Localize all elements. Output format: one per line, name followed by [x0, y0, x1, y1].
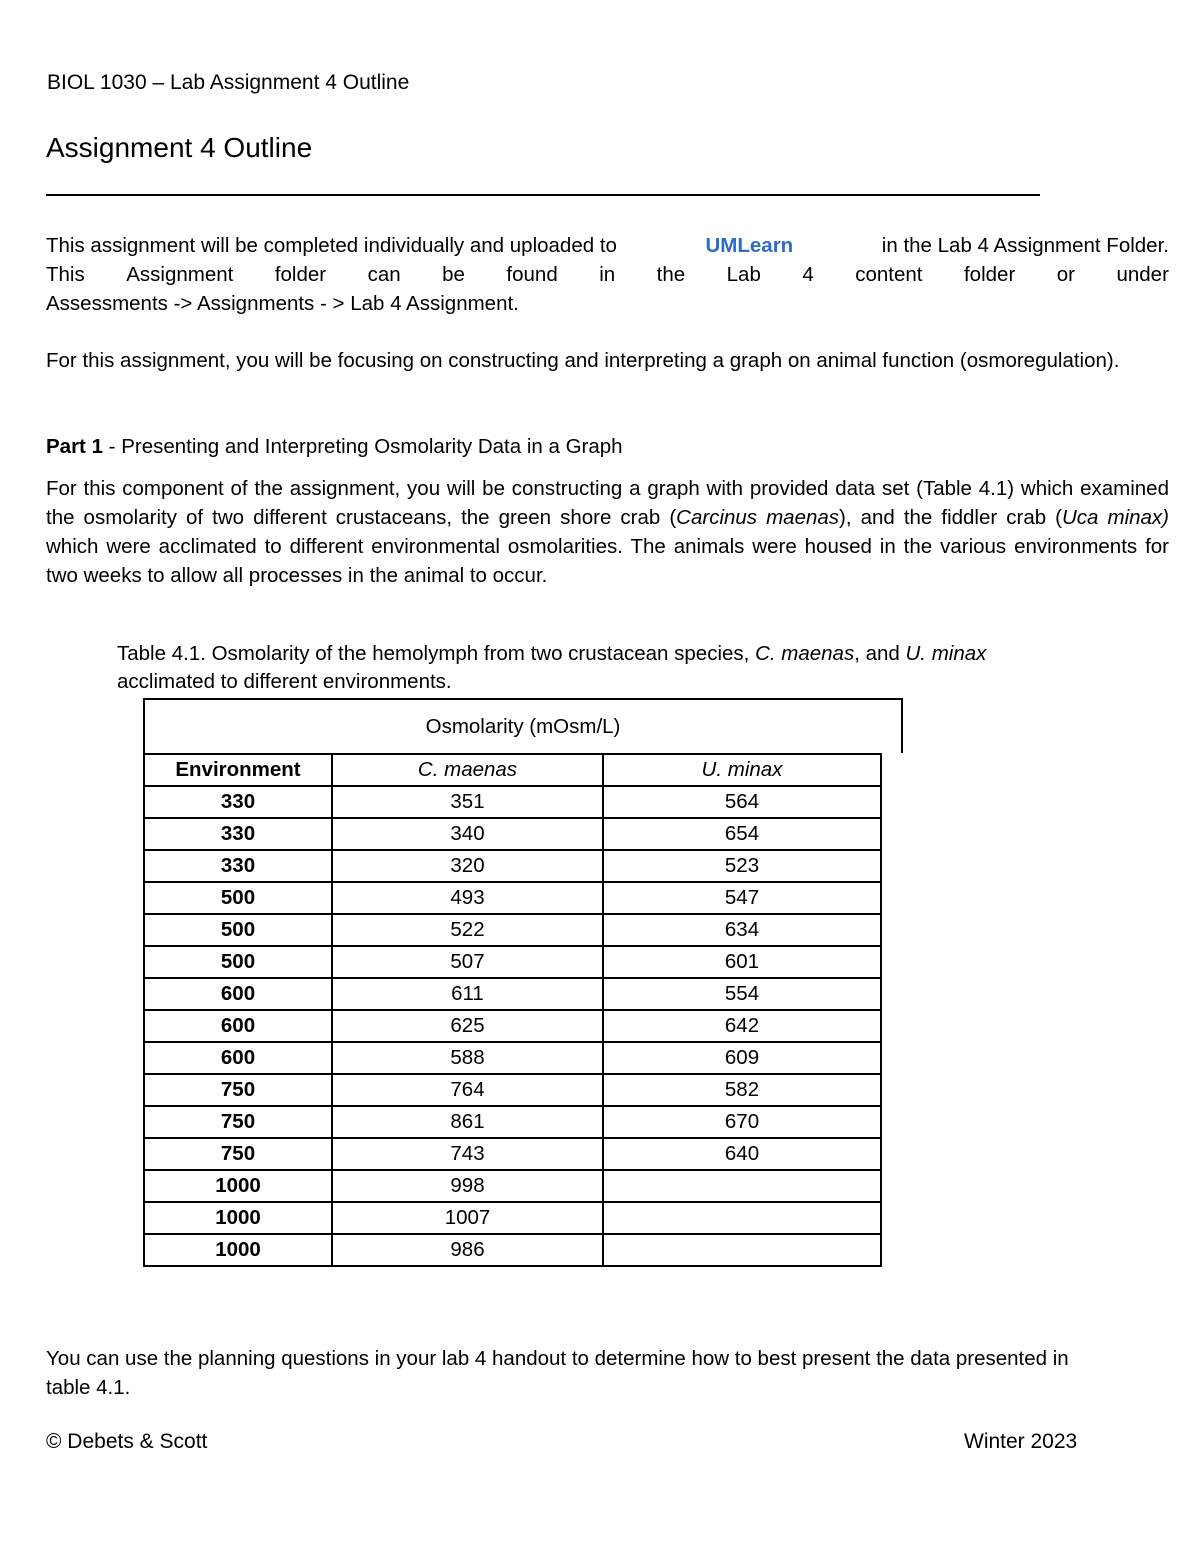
environment-cell: 600	[144, 1042, 332, 1074]
table-row	[144, 914, 881, 946]
c-maenas-cell: 351	[332, 786, 603, 818]
osmolarity-group-header: Osmolarity (mOsm/L)	[143, 698, 903, 753]
table-body	[144, 786, 881, 1266]
part1-heading-text: - Presenting and Interpreting Osmolarity Data in a Graph	[102, 435, 623, 458]
c-maenas-cell: 998	[332, 1170, 603, 1202]
table-row	[144, 818, 881, 850]
closing-paragraph: You can use the planning questions in your lab 4 handout to determine how to best present the data presented in table 4.1.	[46, 1347, 1069, 1399]
part1-text-a: For this component of the assignment, you will be constructing a graph with provided data set (Table 4.1) which examined the osmolarity of two different crustaceans, the green shore crab (	[46, 477, 1169, 529]
intro-line-2-word: can	[367, 263, 401, 286]
c-maenas-cell: 588	[332, 1042, 603, 1074]
intro-line-2-word: Lab	[726, 263, 761, 286]
umlearn-link[interactable]: UMLearn	[705, 234, 794, 257]
c-maenas-cell: 320	[332, 850, 603, 882]
osmolarity-table	[143, 753, 882, 1267]
environment-cell: 600	[144, 1010, 332, 1042]
footer-term: Winter 2023	[964, 1430, 1078, 1453]
environment-cell: 330	[144, 786, 332, 818]
c-maenas-cell: 507	[332, 946, 603, 978]
c-maenas-cell: 743	[332, 1138, 603, 1170]
intro-line-2-word: found	[506, 263, 558, 286]
u-minax-cell	[603, 1170, 881, 1202]
c-maenas-cell: 611	[332, 978, 603, 1010]
part1-label: Part 1	[46, 435, 103, 458]
table-row	[144, 882, 881, 914]
environment-cell: 750	[144, 1074, 332, 1106]
u-minax-cell: 523	[603, 850, 881, 882]
intro-line-2-word: the	[656, 263, 686, 286]
c-maenas-cell: 986	[332, 1234, 603, 1266]
part1-text-b: ), and the fiddler crab (	[839, 506, 1062, 529]
species-uca: Uca minax)	[1062, 506, 1170, 529]
intro-line-2-word: folder	[274, 263, 327, 286]
caption-text-b: , and	[854, 642, 906, 665]
environment-cell: 500	[144, 882, 332, 914]
intro-line-2-word: content	[855, 263, 923, 286]
intro-text-start: This assignment will be completed individually and uploaded to	[46, 234, 617, 257]
intro-line-2-word: be	[442, 263, 465, 286]
intro-paragraph	[46, 231, 1169, 318]
intro-line-2-word: Assignment	[126, 263, 234, 286]
table-row	[144, 1074, 881, 1106]
environment-cell: 750	[144, 1106, 332, 1138]
c-maenas-cell: 340	[332, 818, 603, 850]
caption-text-c: acclimated to different environments.	[117, 670, 452, 693]
title-divider	[46, 194, 1040, 196]
table-row	[144, 946, 881, 978]
c-maenas-cell: 861	[332, 1106, 603, 1138]
u-minax-cell: 654	[603, 818, 881, 850]
u-minax-cell: 601	[603, 946, 881, 978]
environment-cell: 1000	[144, 1170, 332, 1202]
intro-line-2-word: under	[1116, 263, 1169, 286]
u-minax-cell	[603, 1234, 881, 1266]
u-minax-cell: 547	[603, 882, 881, 914]
environment-cell: 600	[144, 978, 332, 1010]
table-row	[144, 850, 881, 882]
table-row	[144, 978, 881, 1010]
intro-line-3: Assessments -> Assignments - > Lab 4 Assignment.	[46, 292, 519, 315]
intro-text-end: in the Lab 4 Assignment Folder.	[881, 234, 1169, 257]
u-minax-cell: 642	[603, 1010, 881, 1042]
u-minax-cell: 670	[603, 1106, 881, 1138]
environment-cell: 330	[144, 850, 332, 882]
caption-species-2: U. minax	[905, 642, 987, 665]
u-minax-cell: 634	[603, 914, 881, 946]
part1-heading	[46, 432, 1169, 461]
column-header-environment: Environment	[144, 754, 332, 786]
intro-line-2	[46, 260, 1169, 289]
table-row	[144, 1202, 881, 1234]
u-minax-cell: 564	[603, 786, 881, 818]
environment-cell: 1000	[144, 1234, 332, 1266]
environment-cell: 500	[144, 946, 332, 978]
column-header-c-maenas: C. maenas	[332, 754, 603, 786]
intro-line-2-word: or	[1056, 263, 1075, 286]
table-row	[144, 1234, 881, 1266]
intro-line-2-word: folder	[963, 263, 1016, 286]
table-row	[144, 786, 881, 818]
u-minax-cell: 554	[603, 978, 881, 1010]
column-header-u-minax: U. minax	[603, 754, 881, 786]
table-caption	[117, 640, 986, 696]
environment-cell: 750	[144, 1138, 332, 1170]
environment-cell: 500	[144, 914, 332, 946]
intro-line-1	[46, 231, 1169, 260]
table-row	[144, 1042, 881, 1074]
u-minax-cell: 640	[603, 1138, 881, 1170]
u-minax-cell	[603, 1202, 881, 1234]
table-row	[144, 1010, 881, 1042]
environment-cell: 1000	[144, 1202, 332, 1234]
table-row	[144, 1170, 881, 1202]
intro-line-2-word: This	[46, 263, 85, 286]
environment-cell: 330	[144, 818, 332, 850]
intro-line-2-word: in	[599, 263, 616, 286]
c-maenas-cell: 625	[332, 1010, 603, 1042]
document-header: BIOL 1030 – Lab Assignment 4 Outline	[47, 71, 410, 94]
focus-paragraph: For this assignment, you will be focusing on constructing and interpreting a graph on animal function (osmoregulation).	[46, 349, 1120, 372]
intro-line-2-word: 4	[802, 263, 814, 286]
c-maenas-cell: 1007	[332, 1202, 603, 1234]
u-minax-cell: 609	[603, 1042, 881, 1074]
c-maenas-cell: 493	[332, 882, 603, 914]
part1-text-c: which were acclimated to different environmental osmolarities. The animals were housed in the various environments for two weeks to allow all processes in the animal to occur.	[46, 535, 1169, 587]
c-maenas-cell: 522	[332, 914, 603, 946]
page-title: Assignment 4 Outline	[46, 132, 313, 163]
u-minax-cell: 582	[603, 1074, 881, 1106]
c-maenas-cell: 764	[332, 1074, 603, 1106]
footer-copyright: © Debets & Scott	[46, 1430, 208, 1453]
caption-species-1: C. maenas	[755, 642, 855, 665]
species-carcinus: Carcinus maenas	[676, 506, 840, 529]
table-row	[144, 1106, 881, 1138]
table-row	[144, 1138, 881, 1170]
caption-text-a: Table 4.1. Osmolarity of the hemolymph from two crustacean species,	[117, 642, 756, 665]
part1-paragraph	[46, 474, 1169, 590]
